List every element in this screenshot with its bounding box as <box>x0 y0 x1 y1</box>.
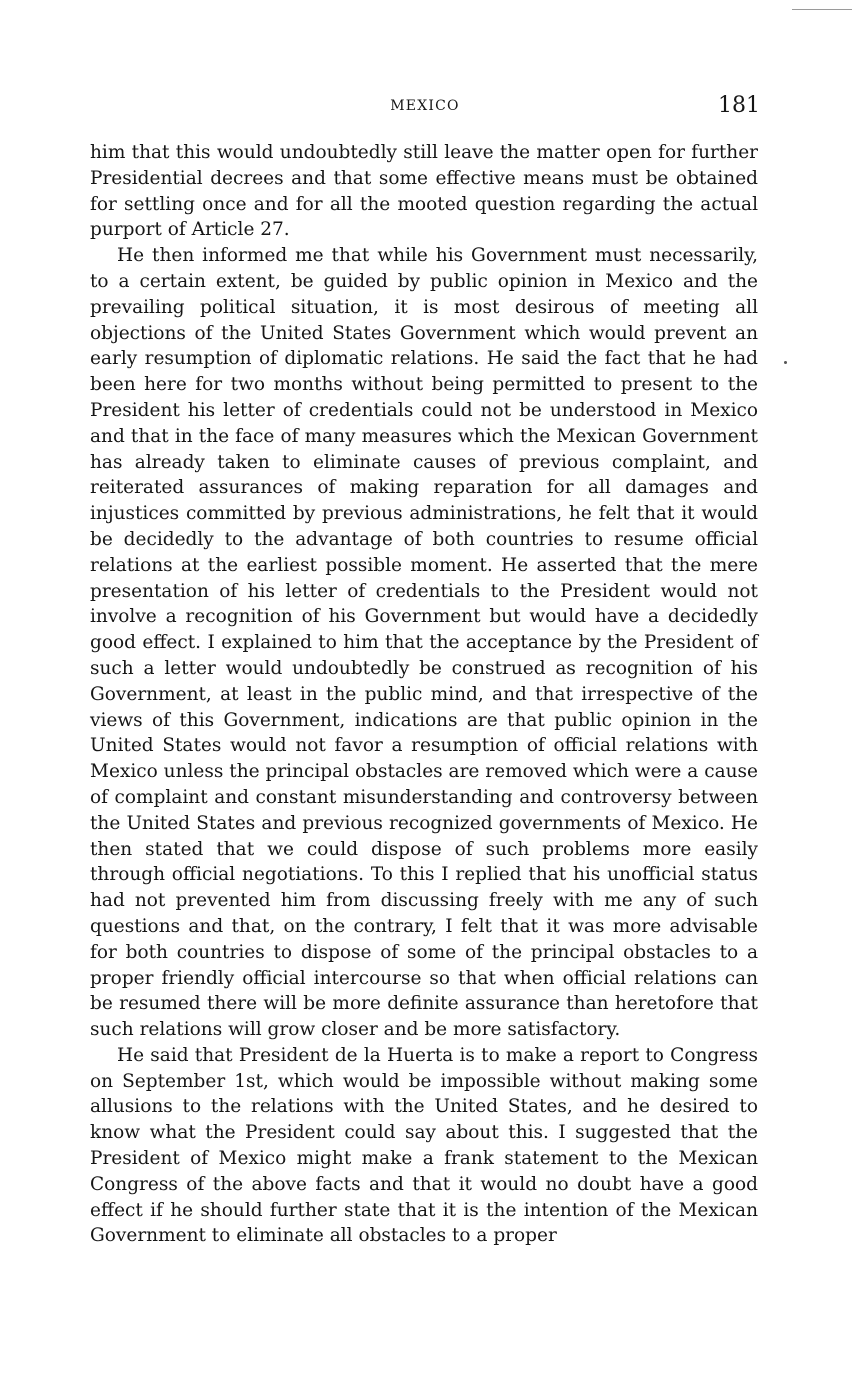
margin-mark <box>784 361 787 364</box>
top-edge-rule <box>792 9 852 10</box>
paragraph: He said that President de la Huerta is to make a report to Congress on September 1st, which would be impossible without making some allusions to the relations with the United States, and he desired to know what the President could say about this. I suggested that the President of Mexico might make a frank statement to the Mexican Congress of the above facts and that it would no doubt have a good effect if he should further state that it is the intention of the Mexican Government to eliminate all obstacles to a proper <box>90 1044 758 1247</box>
page-number: 181 <box>718 93 760 118</box>
body-text <box>90 140 758 1249</box>
paragraph-continuation: him that this would undoubtedly still leave the matter open for further Presidential decrees and that some effective means must be obtained for settling once and for all the mooted question regarding the actual purport of Article 27. <box>90 142 758 241</box>
paragraph: He then informed me that while his Government must necessarily, to a certain extent, be guided by public opinion in Mexico and the prevailing political situation, it is most desirous of meeting all objections of the United States Government which would prevent an early resumption of diplomatic relations. He said the fact that he had been here for two months without being permitted to present to the President his letter of credentials could not be understood in Mexico and that in the face of many measures which the Mexican Government has already taken to eliminate causes of previous complaint, and reiterated assurances of making reparation for all damages and injustices committed by previous administrations, he felt that it would be decidedly to the advantage of both countries to resume official relations at the earliest possible moment. He asserted that the mere presentation of his letter of credentials to the President would not involve a recognition of his Government but would have a decidedly good effect. I explained to him that the acceptance by the President of such a letter would undoubtedly be construed as recognition of his Government, at least in the public mind, and that irrespective of the views of this Government, indications are that public opinion in the United States would not favor a resumption of official relations with Mexico unless the principal obstacles are removed which were a cause of complaint and constant misunderstanding and controversy between the United States and previous recognized governments of Mexico. He then stated that we could dispose of such problems more easily through official negotiations. To this I replied that his unofficial status had not prevented him from discussing freely with me any of such questions and that, on the contrary, I felt that it was more advisable for both countries to dispose of some of the principal obstacles to a proper friendly official intercourse so that when official relations can be resumed there will be more definite assurance than heretofore that such relations will grow closer and be more satisfactory. <box>90 245 758 1041</box>
running-title: MEXICO <box>390 98 460 114</box>
page-header <box>90 93 760 121</box>
